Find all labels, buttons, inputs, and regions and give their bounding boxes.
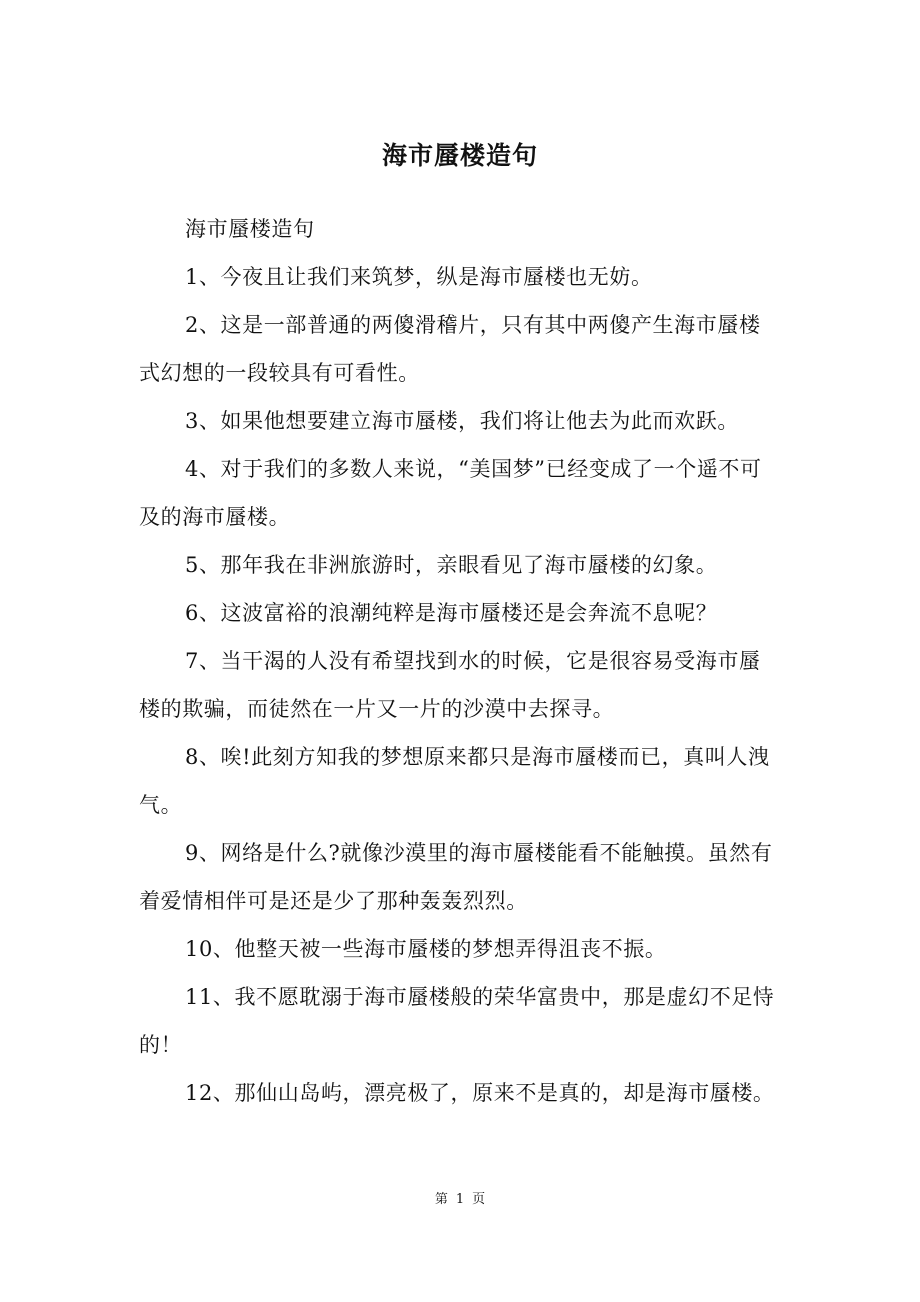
paragraph-sentence-12: 12、那仙山岛屿，漂亮极了，原来不是真的，却是海市蜃楼。: [185, 1081, 775, 1105]
paragraph-sentence-6: 6、这波富裕的浪潮纯粹是海市蜃楼还是会奔流不息呢？: [185, 601, 718, 625]
paragraph-sentence-2: 2、这是一部普通的两傻滑稽片，只有其中两傻产生海市蜃楼式幻想的一段较具有可看性。: [139, 313, 761, 385]
page-footer: [0, 1190, 920, 1210]
page-footer-suffix: 页: [472, 1192, 486, 1207]
paragraph-sentence-9: 9、网络是什么?就像沙漠里的海市蜃楼能看不能触摸。虽然有着爱情相伴可是还是少了那种轰轰烈烈。: [139, 841, 773, 913]
paragraph-sentence-5: 5、那年我在非洲旅游时，亲眼看见了海市蜃楼的幻象。: [185, 553, 718, 577]
paragraph-sentence-7: 7、当干渴的人没有希望找到水的时候，它是很容易受海市蜃楼的欺骗，而徒然在一片又一片的沙漠中去探寻。: [139, 649, 761, 721]
paragraph-sentence-10: 10、他整天被一些海市蜃楼的梦想弄得沮丧不振。: [185, 937, 667, 961]
paragraph-sentence-11: 11、我不愿耽溺于海市蜃楼般的荣华富贵中，那是虚幻不足恃的！: [139, 985, 775, 1057]
document-body: [139, 205, 781, 1117]
paragraph-sentence-4: 4、对于我们的多数人来说，“美国梦”已经变成了一个遥不可及的海市蜃楼。: [139, 457, 762, 529]
paragraph-sentence-1: 1、今夜且让我们来筑梦，纵是海市蜃楼也无妨。: [185, 265, 653, 289]
paragraph-sentence-8: 8、唉!此刻方知我的梦想原来都只是海市蜃楼而已，真叫人洩气。: [139, 745, 770, 817]
paragraph-subtitle: 海市蜃楼造句: [185, 217, 315, 241]
page-footer-prefix: 第: [434, 1192, 448, 1207]
document-title: 海市蜃楼造句: [381, 141, 538, 170]
paragraph-sentence-3: 3、如果他想要建立海市蜃楼，我们将让他去为此而欢跃。: [185, 409, 739, 433]
page-number: 1: [455, 1192, 465, 1207]
